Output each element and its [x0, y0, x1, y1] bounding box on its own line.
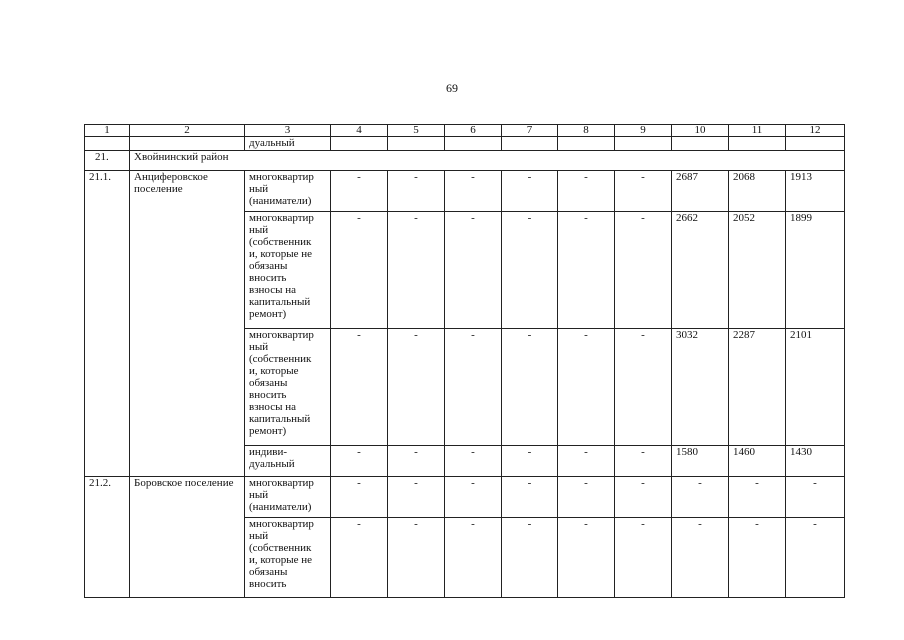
column-header: 4 [331, 125, 388, 137]
cell-value: - [502, 446, 558, 477]
cell-value: - [615, 329, 672, 446]
housing-type: многоквартир ный (наниматели) [245, 477, 331, 518]
tariff-table [84, 124, 845, 598]
cell-value: - [502, 171, 558, 212]
settlement-name: Анциферовское поселение [130, 171, 245, 477]
column-header: 7 [502, 125, 558, 137]
cell-value: 1460 [729, 446, 786, 477]
cell-value: - [388, 329, 445, 446]
cell-value: - [558, 518, 615, 598]
column-header: 11 [729, 125, 786, 137]
cell-value: - [786, 518, 845, 598]
cell-value: - [615, 518, 672, 598]
cell-value: - [331, 212, 388, 329]
cell-value: - [388, 477, 445, 518]
cell-value: 2052 [729, 212, 786, 329]
cell-value: - [502, 212, 558, 329]
cell-value: - [729, 518, 786, 598]
cell-value: - [388, 518, 445, 598]
cell-value: 1430 [786, 446, 845, 477]
cell-value: 1899 [786, 212, 845, 329]
housing-type: многоквартир ный (собственник и, которые не обязаны вносить взносы на капитальный ремонт) [245, 212, 331, 329]
cell-value: - [558, 446, 615, 477]
cell-value: - [445, 446, 502, 477]
column-header: 6 [445, 125, 502, 137]
column-number-row [85, 125, 845, 137]
cell-value: 2287 [729, 329, 786, 446]
cell-value: - [558, 212, 615, 329]
column-header: 10 [672, 125, 729, 137]
cell-value: - [615, 446, 672, 477]
housing-type: многоквартир ный (наниматели) [245, 171, 331, 212]
column-header: 8 [558, 125, 615, 137]
cell-value: - [615, 477, 672, 518]
cell-value: - [502, 329, 558, 446]
cell-value: - [331, 446, 388, 477]
district-name: Хвойнинский район [130, 151, 845, 171]
column-header: 3 [245, 125, 331, 137]
cell-value: - [388, 171, 445, 212]
settlement-id: 21.2. [85, 477, 130, 598]
cell-value: - [672, 518, 729, 598]
housing-type: многоквартир ный (собственник и, которые не обязаны вносить [245, 518, 331, 598]
cell-value: - [445, 477, 502, 518]
cell-value: - [445, 518, 502, 598]
column-header: 2 [130, 125, 245, 137]
cell-value: 2068 [729, 171, 786, 212]
cell-value: - [445, 171, 502, 212]
table-row [85, 477, 845, 518]
cell-value: - [615, 171, 672, 212]
cell-value: - [672, 477, 729, 518]
cell-value: - [331, 518, 388, 598]
cell-value: - [558, 329, 615, 446]
cell-value: - [445, 329, 502, 446]
cell-value: - [502, 477, 558, 518]
cell-value: 2662 [672, 212, 729, 329]
column-header: 9 [615, 125, 672, 137]
cell-value: 2687 [672, 171, 729, 212]
cell-value: - [615, 212, 672, 329]
column-header: 12 [786, 125, 845, 137]
cell-value: - [502, 518, 558, 598]
cell-value: - [331, 171, 388, 212]
cell-value: - [558, 477, 615, 518]
cell-value: 1580 [672, 446, 729, 477]
cell-value: - [729, 477, 786, 518]
table-row [85, 171, 845, 212]
cell-value: - [331, 329, 388, 446]
settlement-name: Боровское поселение [130, 477, 245, 598]
cell-value: 1913 [786, 171, 845, 212]
settlement-id: 21.1. [85, 171, 130, 477]
column-header: 5 [388, 125, 445, 137]
column-header: 1 [85, 125, 130, 137]
district-row [85, 151, 845, 171]
cell-value: - [388, 446, 445, 477]
cell-value: - [786, 477, 845, 518]
cell-value: 3032 [672, 329, 729, 446]
district-id: 21. [85, 151, 130, 171]
continuation-text: дуальный [245, 137, 331, 151]
housing-type: многоквартир ный (собственник и, которые обязаны вносить взносы на капитальный ремонт) [245, 329, 331, 446]
cell-value: 2101 [786, 329, 845, 446]
cell-value: - [558, 171, 615, 212]
cell-value: - [445, 212, 502, 329]
cell-value: - [331, 477, 388, 518]
continuation-row [85, 137, 845, 151]
page-number: 69 [446, 81, 458, 95]
cell-value: - [388, 212, 445, 329]
housing-type: индиви- дуальный [245, 446, 331, 477]
